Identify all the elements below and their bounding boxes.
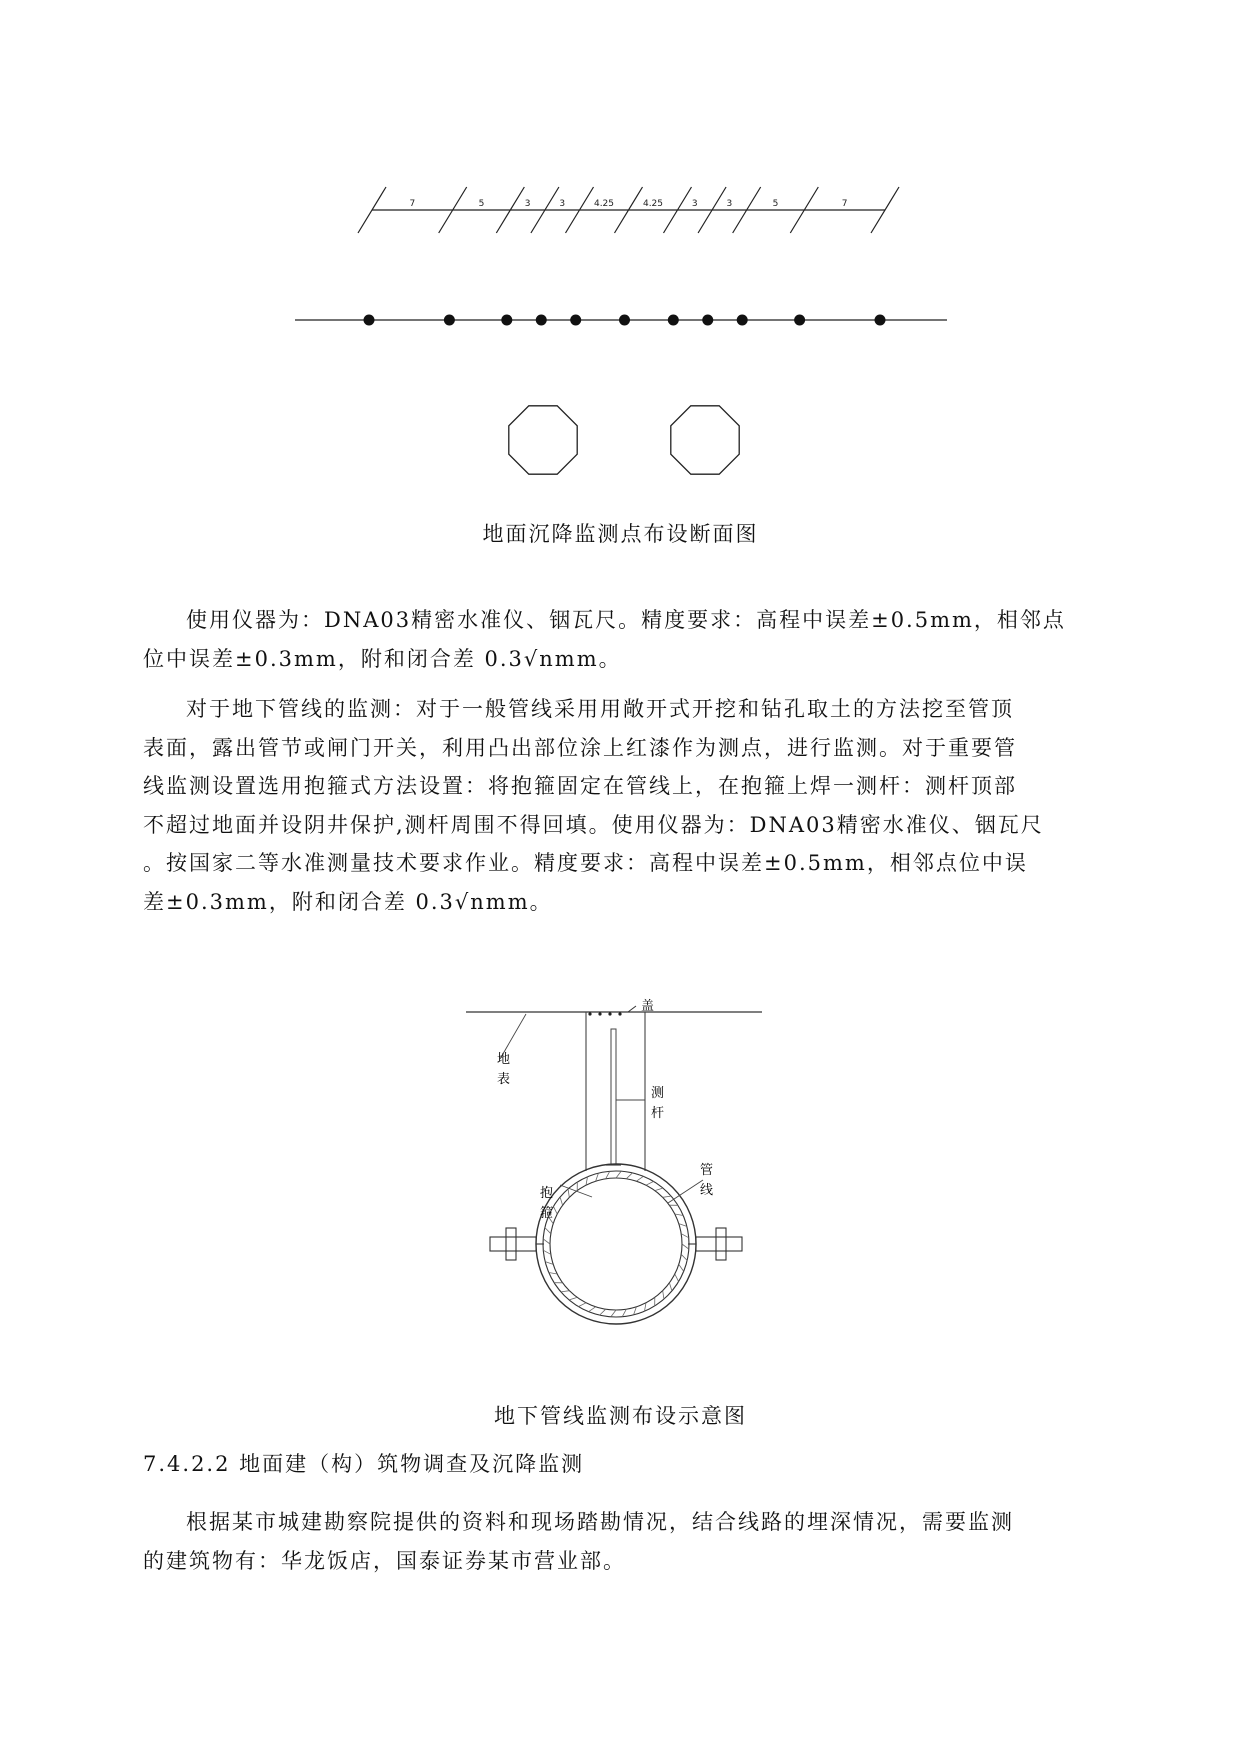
- spacing-label: 3: [691, 199, 698, 209]
- hatch-stroke: [616, 1171, 621, 1178]
- monitoring-point: [501, 315, 512, 326]
- hatch-stroke: [543, 1250, 551, 1254]
- monitoring-point: [444, 315, 455, 326]
- pipe-label: 管: [700, 1163, 714, 1178]
- hatch-stroke: [681, 1234, 689, 1238]
- pipe-wall-inner: [550, 1178, 682, 1310]
- hatch-stroke: [626, 1173, 632, 1179]
- monitoring-point: [737, 315, 748, 326]
- hatch-stroke: [675, 1274, 679, 1282]
- tunnel-left-outline: [509, 406, 577, 474]
- hatch-stroke: [589, 1307, 596, 1312]
- hatch-stroke: [663, 1196, 671, 1197]
- monitoring-point: [536, 315, 547, 326]
- tunnel-right-outline: [671, 406, 739, 474]
- spacing-label: 7: [409, 199, 416, 209]
- paragraph-line: 。按国家二等水准测量技术要求作业。精度要求：高程中误差±0.5mm，相邻点位中误: [143, 851, 1028, 875]
- monitoring-point: [619, 315, 630, 326]
- spacing-label: 3: [524, 199, 531, 209]
- measuring-rod: [611, 1029, 616, 1165]
- ground-label: 表: [497, 1072, 511, 1087]
- spacing-label: 4.25: [593, 199, 615, 209]
- paragraph-line: 对于地下管线的监测：对于一般管线采用用敞开式开挖和钻孔取土的方法挖至管顶: [186, 697, 1014, 721]
- monitoring-point: [702, 315, 713, 326]
- monitoring-point: [875, 315, 886, 326]
- paragraph-line: 使用仪器为：DNA03精密水准仪、铟瓦尺。精度要求：高程中误差±0.5mm，相邻点: [186, 608, 1066, 632]
- spacing-label: 7: [841, 199, 848, 209]
- pipeline-monitoring-figure: [0, 995, 1241, 1340]
- hatch-stroke: [636, 1176, 643, 1181]
- settlement-section-figure: [0, 180, 1241, 490]
- monitoring-point: [794, 315, 805, 326]
- cover-marks: [588, 1012, 621, 1015]
- spacing-label: 3: [726, 199, 733, 209]
- hatch-stroke: [568, 1189, 569, 1197]
- hatch-stroke: [663, 1291, 664, 1299]
- hatch-stroke: [560, 1197, 563, 1205]
- spacing-dimension-line: [358, 187, 899, 233]
- paragraph-line: 的建筑物有：华龙饭店，国泰证券某市营业部。: [143, 1548, 626, 1573]
- hatch-stroke: [655, 1188, 663, 1191]
- paragraph-line: 不超过地面并设阴井保护,测杆周围不得回填。使用仪器为：DNA03精密水准仪、铟瓦尺: [143, 812, 1044, 837]
- hatch-stroke: [553, 1206, 557, 1214]
- hatch-stroke: [586, 1177, 588, 1185]
- hatch-stroke: [646, 1181, 654, 1185]
- hatch-stroke: [682, 1244, 689, 1249]
- hoop-flange-right: [688, 1228, 742, 1260]
- instrument-paragraph: [143, 601, 1098, 678]
- monitoring-point: [570, 315, 581, 326]
- pipe-label: 线: [700, 1183, 714, 1198]
- hoop-flange-left: [490, 1228, 544, 1260]
- hatch-stroke: [578, 1303, 586, 1307]
- paragraph-line: 差±0.3mm，附和闭合差 0.3√nmm。: [143, 889, 553, 914]
- paragraph-line: 表面，露出管节或闸门开关，利用凸出部位涂上红漆作为测点，进行监测。对于重要管: [143, 735, 1017, 760]
- paragraph-line: 位中误差±0.3mm，附和闭合差 0.3√nmm。: [143, 646, 622, 671]
- monitoring-point: [668, 315, 679, 326]
- hatch-stroke: [675, 1214, 683, 1216]
- hoop-label: 箍: [540, 1206, 554, 1221]
- figure2-caption: 地下管线监测布设示意图: [494, 1404, 747, 1428]
- hoop-label: 抱: [540, 1186, 554, 1201]
- hatch-stroke: [543, 1239, 550, 1244]
- hatch-stroke: [606, 1171, 610, 1179]
- hatch-stroke: [681, 1254, 687, 1260]
- spacing-label: 4.25: [642, 199, 664, 209]
- hoop-ring: [536, 1164, 696, 1324]
- pipe-wall-outer: [543, 1171, 689, 1317]
- figure1-caption: 地面沉降监测点布设断面图: [482, 522, 759, 546]
- cover-label: 盖: [641, 999, 655, 1014]
- hatch-stroke: [669, 1283, 672, 1291]
- rod-label: 杆: [651, 1106, 665, 1121]
- hatch-stroke: [600, 1309, 606, 1315]
- hatch-stroke: [545, 1228, 551, 1234]
- monitoring-point: [364, 315, 375, 326]
- hatch-stroke: [569, 1297, 577, 1300]
- buildings-paragraph: [143, 1503, 1098, 1580]
- hatch-stroke: [622, 1309, 626, 1317]
- hatch-stroke: [645, 1303, 647, 1311]
- rod-label: 测: [651, 1086, 665, 1101]
- spacing-labels: [409, 199, 847, 209]
- spacing-label: 3: [559, 199, 566, 209]
- spacing-label: 5: [772, 199, 779, 209]
- paragraph-line: 线监测设置选用抱箍式方法设置：将抱箍固定在管线上，在抱箍上焊一测杆：测杆顶部: [143, 774, 1017, 798]
- spacing-label: 5: [478, 199, 485, 209]
- pipeline-monitoring-paragraph: [143, 690, 1098, 921]
- pipe-wall-hatch: [543, 1171, 689, 1317]
- hatch-stroke: [549, 1273, 557, 1275]
- hatch-stroke: [679, 1264, 684, 1271]
- section-heading: 7.4.2.2 地面建（构）筑物调查及沉降监测: [143, 1452, 585, 1476]
- ground-label: 地: [497, 1052, 511, 1067]
- hatch-stroke: [561, 1291, 569, 1292]
- paragraph-line: 根据某市城建勘察院提供的资料和现场踏勘情况，结合线路的埋深情况，需要监测: [186, 1510, 1014, 1534]
- hatch-stroke: [611, 1310, 616, 1317]
